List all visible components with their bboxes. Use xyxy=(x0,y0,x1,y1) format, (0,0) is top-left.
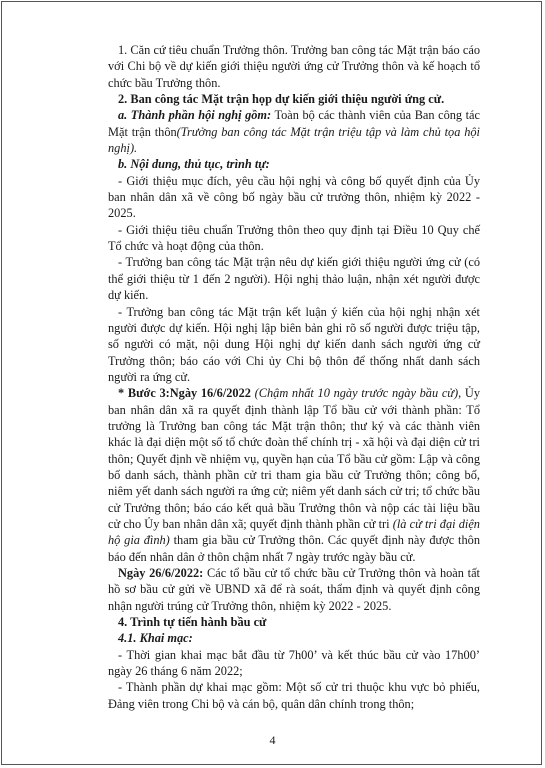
paragraph-participants xyxy=(108,107,480,156)
heading-content-procedure: b. Nội dung, thủ tục, trình tự: xyxy=(118,157,270,172)
list-item: - Trưởng ban công tác Mặt trận nêu dự kiến giới thiệu người ứng cử (có thể giới thiệu từ 1 đến 2 người). Hội nghị thảo luận, nhận xét người được dự kiến. xyxy=(108,255,480,303)
document-body xyxy=(108,42,480,712)
list-item: - Giới thiệu mục đích, yêu cầu hội nghị và công bố quyết định của Ủy ban nhân dân xã về công bố ngày bầu cử trưởng thôn, nhiệm kỳ 2022 - 2025. xyxy=(108,173,480,221)
text-participants-note: (Trưởng ban công tác Mặt trận triệu tập và làm chủ tọa hội nghị). xyxy=(108,124,480,156)
list-item: - Thành phần dự khai mạc gồm: Một số cử tri thuộc khu vực bỏ phiếu, Đảng viên trong Chi bộ và cán bộ, quân dân chính trong thôn; xyxy=(108,680,480,711)
paragraph-step-3 xyxy=(108,385,480,565)
label-date-26-6: Ngày 26/6/2022: xyxy=(118,566,204,580)
label-participants: a. Thành phần hội nghị gồm: xyxy=(118,108,272,123)
heading-section-4: 4. Trình tự tiến hành bầu cử xyxy=(118,615,267,630)
page-number: 4 xyxy=(269,733,276,747)
text-date-26-6: Các tổ bầu cử tổ chức bầu cử Trưởng thôn và hoàn tất hồ sơ bầu cử gửi về UBND xã để rà soát, thẩm định và quyết định công nhận người trúng cử Trưởng thôn, nhiệm kỳ 2022 - 2025. xyxy=(108,566,480,613)
text-step-3: , Ủy ban nhân dân xã ra quyết định thành lập Tổ bầu cử với thành phần: Tổ trưởng là Trưởng ban công tác Mặt trận thôn; thư ký và các thành viên khác là đại diện một số tổ chức đoàn thể chính trị - xã hội và đại diện cử tri thôn; Quyết định về nhiệm vụ, quyền hạn của Tổ bầu cử gồm: Lập và công bố danh sách, thành phần cử tri tham gia bầu cử Trưởng thôn; công bố, niêm yết danh sách người ra ứng cử; niêm yết danh sách cử tri; tổ chức bầu cử Trưởng thôn; báo cáo kết quả bầu Trưởng thôn và nộp các tài liệu bầu cử cho Ủy ban nhân dân xã; quyết định thành phần cử tri xyxy=(108,386,480,531)
list-item: - Giới thiệu tiêu chuẩn Trưởng thôn theo quy định tại Điều 10 Quy chế Tổ chức và hoạt động của thôn. xyxy=(108,222,480,254)
text-step-3-end: tham gia bầu cử Trưởng thôn. Các quyết định này được thôn báo đến nhân dân ở thôn chậm nhất 7 ngày trước ngày bầu cử. xyxy=(108,533,480,564)
paragraph-section-1: 1. Căn cứ tiêu chuẩn Trưởng thôn. Trưởng ban công tác Mặt trận báo cáo với Chi bộ về dự kiến giới thiệu người ứng cử Trưởng thôn và kế hoạch tổ chức bầu Trưởng thôn. xyxy=(108,43,480,90)
heading-section-4-1: 4.1. Khai mạc: xyxy=(118,631,193,646)
text-step-3-voters-note: (là cử tri đại diện hộ gia đình) xyxy=(108,516,480,548)
list-item: - Trưởng ban công tác Mặt trận kết luận ý kiến của hội nghị nhận xét người được dự kiến. Hội nghị lập biên bản ghi rõ số người được triệu tập, số người có mặt, nội dung Hội nghị dự kiến danh sách người ứng cử Trưởng thôn; báo cáo với Chi ủy Chi bộ thôn để thống nhất danh sách người ra ứng cử. xyxy=(108,304,480,384)
list-item: - Thời gian khai mạc bắt đầu từ 7h00’ và kết thúc bầu cử vào 17h00’ ngày 26 tháng 6 năm 2022; xyxy=(108,647,480,679)
text-step-3-deadline: (Chậm nhất 10 ngày trước ngày bầu cử) xyxy=(250,386,459,401)
heading-section-2: 2. Ban công tác Mặt trận họp dự kiến giới thiệu người ứng cử. xyxy=(118,92,445,107)
label-step-3: * Bước 3:Ngày 16/6/2022 xyxy=(118,386,251,401)
text-participants: Toàn bộ các thành viên của Ban công tác Mặt trận thôn xyxy=(108,108,481,139)
paragraph-date-26-6 xyxy=(108,565,480,614)
